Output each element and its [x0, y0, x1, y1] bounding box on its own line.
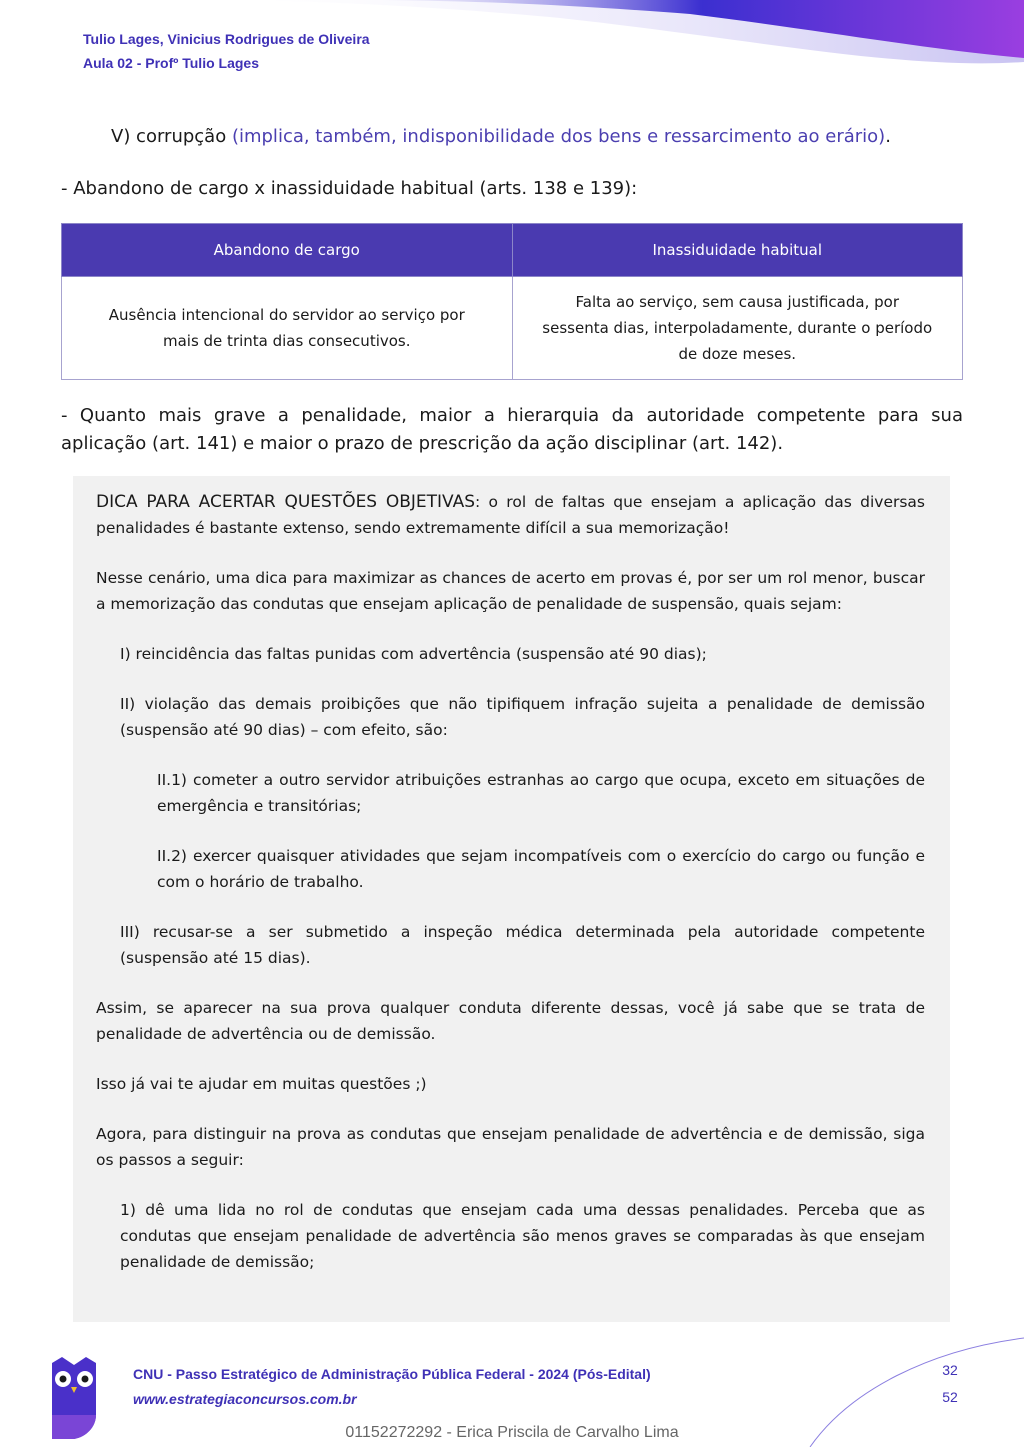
tip-item-3: III) recusar-se a ser submetido a inspeção médica determinada pela autoridade competente (suspensão até 15 dias). — [120, 923, 925, 967]
tip-content — [96, 489, 925, 1299]
table-header-cell: Inassiduidade habitual — [512, 224, 963, 277]
tip-step-1: 1) dê uma lida no rol de condutas que ensejam cada uma dessas penalidades. Perceba que as condutas que ensejam penalidade de advertência são menos graves se comparadas às que ensejam penalidade de demissão; — [120, 1201, 925, 1271]
tip-title: DICA PARA ACERTAR QUESTÕES OBJETIVAS — [96, 492, 476, 512]
rule-paragraph: - Quanto mais grave a penalidade, maior a hierarquia da autoridade competente para sua aplicação (art. 141) e maior o prazo de prescrição da ação disciplinar (art. 142). — [61, 405, 963, 454]
table-cell: Falta ao serviço, sem causa justificada, por sessenta dias, interpoladamente, durante o período de doze meses. — [512, 277, 963, 380]
footer-site-link[interactable]: www.estrategiaconcursos.com.br — [133, 1391, 357, 1407]
tip-item-2-1: II.1) cometer a outro servidor atribuições estranhas ao cargo que ocupa, exceto em situações de emergência e transitórias; — [157, 771, 925, 815]
header-authors-block — [83, 27, 370, 75]
tip-title-rest: : o rol de faltas que ensejam a aplicação das diversas penalidades é bastante extenso, sendo extremamente difícil a sua memorização! — [96, 493, 925, 537]
footer-page-current: 32 — [942, 1362, 958, 1378]
footer-watermark: 01152272292 - Erica Priscila de Carvalho Lima — [345, 1424, 679, 1441]
table-header-cell: Abandono de cargo — [62, 224, 513, 277]
tip-help: Isso já vai te ajudar em muitas questões ;) — [96, 1075, 427, 1093]
section-heading: - Abandono de cargo x inassiduidade habitual (arts. 138 e 139): — [61, 178, 638, 199]
corruption-label: V) corrupção — [111, 126, 232, 147]
tip-item-2-2: II.2) exercer quaisquer atividades que sejam incompatíveis com o exercício do cargo ou função e com o horário de trabalho. — [157, 847, 925, 891]
footer-page-total: 52 — [942, 1389, 958, 1405]
footer-course-title: CNU - Passo Estratégico de Administração Pública Federal - 2024 (Pós-Edital) — [133, 1366, 651, 1382]
tip-item-1: I) reincidência das faltas punidas com advertência (suspensão até 90 dias); — [120, 645, 707, 663]
table-header-row — [62, 224, 963, 277]
tip-scenario: Nesse cenário, uma dica para maximizar as chances de acerto em provas é, por ser um rol menor, buscar a memorização das condutas que ensejam aplicação de penalidade de suspensão, quais sejam: — [96, 569, 925, 613]
corruption-note: (implica, também, indisponibilidade dos bens e ressarcimento ao erário) — [231, 126, 886, 147]
tip-intro — [96, 489, 925, 541]
header-authors: Tulio Lages, Vinicius Rodrigues de Oliveira — [83, 31, 370, 47]
tip-conclusion: Assim, se aparecer na sua prova qualquer conduta diferente dessas, você já sabe que se trata de penalidade de advertência ou de demissão. — [96, 999, 925, 1043]
corruption-item — [111, 124, 971, 150]
tip-item-2: II) violação das demais proibições que não tipifiquem infração sujeita a penalidade de demissão (suspensão até 90 dias) – com efeito, são: — [120, 695, 925, 739]
table-row — [62, 277, 963, 380]
table-cell: Ausência intencional do servidor ao serviço por mais de trinta dias consecutivos. — [62, 277, 513, 380]
tip-distinguish: Agora, para distinguir na prova as condutas que ensejam penalidade de advertência e de demissão, siga os passos a seguir: — [96, 1125, 925, 1169]
comparison-table — [61, 223, 963, 380]
header-lesson: Aula 02 - Profº Tulio Lages — [83, 55, 259, 71]
tip-box — [73, 476, 950, 1322]
corruption-end: . — [885, 126, 891, 147]
